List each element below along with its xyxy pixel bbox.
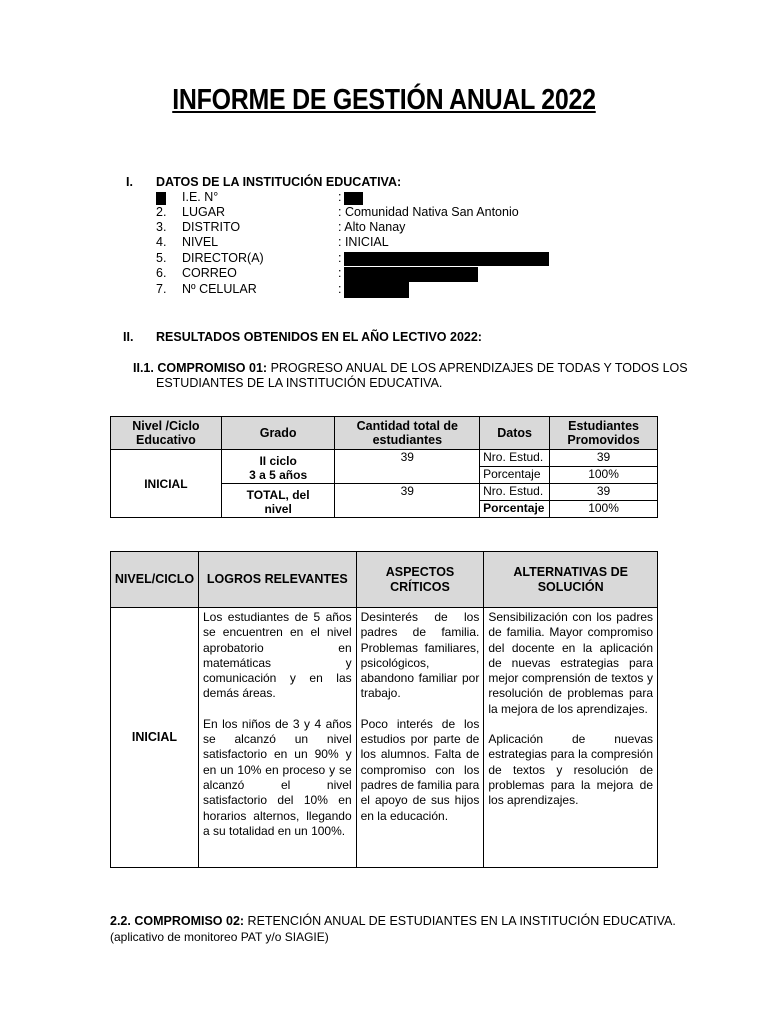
promovidos-cell: 39 <box>550 450 658 467</box>
field-value: : <box>338 282 342 296</box>
datos-cell: Porcentaje <box>480 467 550 484</box>
achievements-table <box>110 551 658 868</box>
compromiso-1-text: PROGRESO ANUAL DE LOS APRENDIZAJES DE TODAS Y TODOS LOS <box>270 361 688 375</box>
field-row <box>0 251 768 266</box>
aspecto-paragraph: Poco interés de los estudios por parte de los alumnos. Falta de compromiso con los padres de familia para el apoyo de sus hijos en la educación. <box>360 716 480 823</box>
compromiso-2-note: (aplicativo de monitoreo PAT y/o SIAGIE) <box>110 930 329 944</box>
compromiso-1-number: II.1. <box>133 361 154 375</box>
field-row <box>0 266 768 281</box>
field-number: 4. <box>156 235 167 249</box>
cantidad-cell: 39 <box>335 450 480 484</box>
field-row <box>0 235 768 250</box>
alternativa-paragraph: Aplicación de nuevas estrategias para la compresión de textos y resolución de problemas para la mejora de los aprendizajes. <box>488 732 653 808</box>
redaction-bar <box>156 192 166 205</box>
field-value: : INICIAL <box>338 235 389 249</box>
section-2-title: RESULTADOS OBTENIDOS EN EL AÑO LECTIVO 2022: <box>156 330 482 344</box>
field-value: : Alto Nanay <box>338 220 406 234</box>
alternativas-cell <box>484 608 658 868</box>
header-alternativas: ALTERNATIVAS DE SOLUCIÓN <box>484 552 658 608</box>
logros-cell <box>198 608 356 868</box>
field-number: 5. <box>156 251 167 265</box>
field-label: CORREO <box>182 266 237 280</box>
alternativa-paragraph: Sensibilización con los padres de familia. Mayor compromiso del docente en la aplicación de nuevas estrategias para mejor comprensión de textos y resolución de problemas para la mejora de los aprendizajes. <box>488 610 653 716</box>
table-row <box>111 450 658 467</box>
field-number: 2. <box>156 205 167 219</box>
header-nivel-ciclo: NIVEL/CICLO <box>111 552 199 608</box>
aspectos-cell <box>356 608 484 868</box>
grado-cell <box>221 484 335 518</box>
grado-line: TOTAL, del <box>246 487 310 502</box>
grado-line: nivel <box>264 501 292 516</box>
header-cantidad: Cantidad total de estudiantes <box>335 417 480 450</box>
logro-paragraph: En los niños de 3 y 4 años se alcanzó un nivel satisfactorio en un 90% y en un 10% en proceso y se alcanzó el nivel satisfactorio del 10% en horarios alternos, llegando a su totalidad en un 100%. <box>202 716 352 838</box>
aspecto-paragraph: Desinterés de los padres de familia. Problemas familiares, psicológicos, abandono familiar por trabajo. <box>360 610 480 701</box>
section-2-number: II. <box>123 330 134 344</box>
nivel-cell: INICIAL <box>111 608 199 868</box>
header-nivel: Nivel /Ciclo Educativo <box>111 417 222 450</box>
redaction-bar <box>344 192 363 205</box>
section-1-title: DATOS DE LA INSTITUCIÓN EDUCATIVA: <box>156 175 402 189</box>
field-row <box>0 190 768 205</box>
header-grado: Grado <box>221 417 335 450</box>
field-label: DISTRITO <box>182 220 241 234</box>
header-logros: LOGROS RELEVANTES <box>198 552 356 608</box>
field-value: : <box>338 251 342 265</box>
logro-paragraph: Los estudiantes de 5 años se encuentren en el nivel aprobatorio en matemáticas y comunicación y en las demás áreas. <box>202 610 352 701</box>
field-number: 3. <box>156 220 167 234</box>
field-row <box>0 220 768 235</box>
field-number: 7. <box>156 282 167 296</box>
promovidos-cell: 100% <box>550 501 658 518</box>
field-label: Nº CELULAR <box>182 282 257 296</box>
field-row <box>0 282 768 297</box>
redaction-bar <box>344 267 478 282</box>
grado-line: II ciclo <box>259 453 297 468</box>
grado-cell <box>221 450 335 484</box>
promovidos-cell: 39 <box>550 484 658 501</box>
field-label: NIVEL <box>182 235 219 249</box>
datos-cell: Nro. Estud. <box>480 484 550 501</box>
header-promovidos: Estudiantes Promovidos <box>550 417 658 450</box>
document-title: INFORME DE GESTIÓN ANUAL 2022 <box>172 84 596 116</box>
field-label: LUGAR <box>182 205 226 219</box>
field-label: I.E. N° <box>182 190 219 204</box>
field-value: : Comunidad Nativa San Antonio <box>338 205 519 219</box>
section-1-number: I. <box>126 175 133 189</box>
field-value: : <box>338 266 342 280</box>
compromiso-1-text-line2: ESTUDIANTES DE LA INSTITUCIÓN EDUCATIVA. <box>156 376 443 390</box>
table-header-row <box>111 552 658 608</box>
table-header-row <box>111 417 658 450</box>
header-aspectos: ASPECTOS CRÍTICOS <box>356 552 484 608</box>
redaction-bar <box>344 282 409 298</box>
table-row <box>111 608 658 868</box>
nivel-cell: INICIAL <box>111 450 222 518</box>
compromiso-2-label: 2.2. COMPROMISO 02: <box>110 914 245 928</box>
compromiso-1-heading <box>133 361 688 375</box>
header-datos: Datos <box>480 417 550 450</box>
cantidad-cell: 39 <box>335 484 480 518</box>
promovidos-cell: 100% <box>550 467 658 484</box>
field-label: DIRECTOR(A) <box>182 251 264 265</box>
promotion-table <box>110 416 658 518</box>
compromiso-2-heading <box>110 914 676 928</box>
field-row <box>0 205 768 220</box>
grado-line: 3 a 5 años <box>249 467 308 482</box>
redaction-bar <box>344 252 549 266</box>
datos-cell: Porcentaje <box>480 501 550 518</box>
compromiso-1-label: COMPROMISO 01: <box>157 361 268 375</box>
compromiso-2-text: RETENCIÓN ANUAL DE ESTUDIANTES EN LA INSTITUCIÓN EDUCATIVA. <box>247 914 676 928</box>
datos-cell: Nro. Estud. <box>480 450 550 467</box>
field-value: : <box>338 190 342 204</box>
field-number: 6. <box>156 266 167 280</box>
